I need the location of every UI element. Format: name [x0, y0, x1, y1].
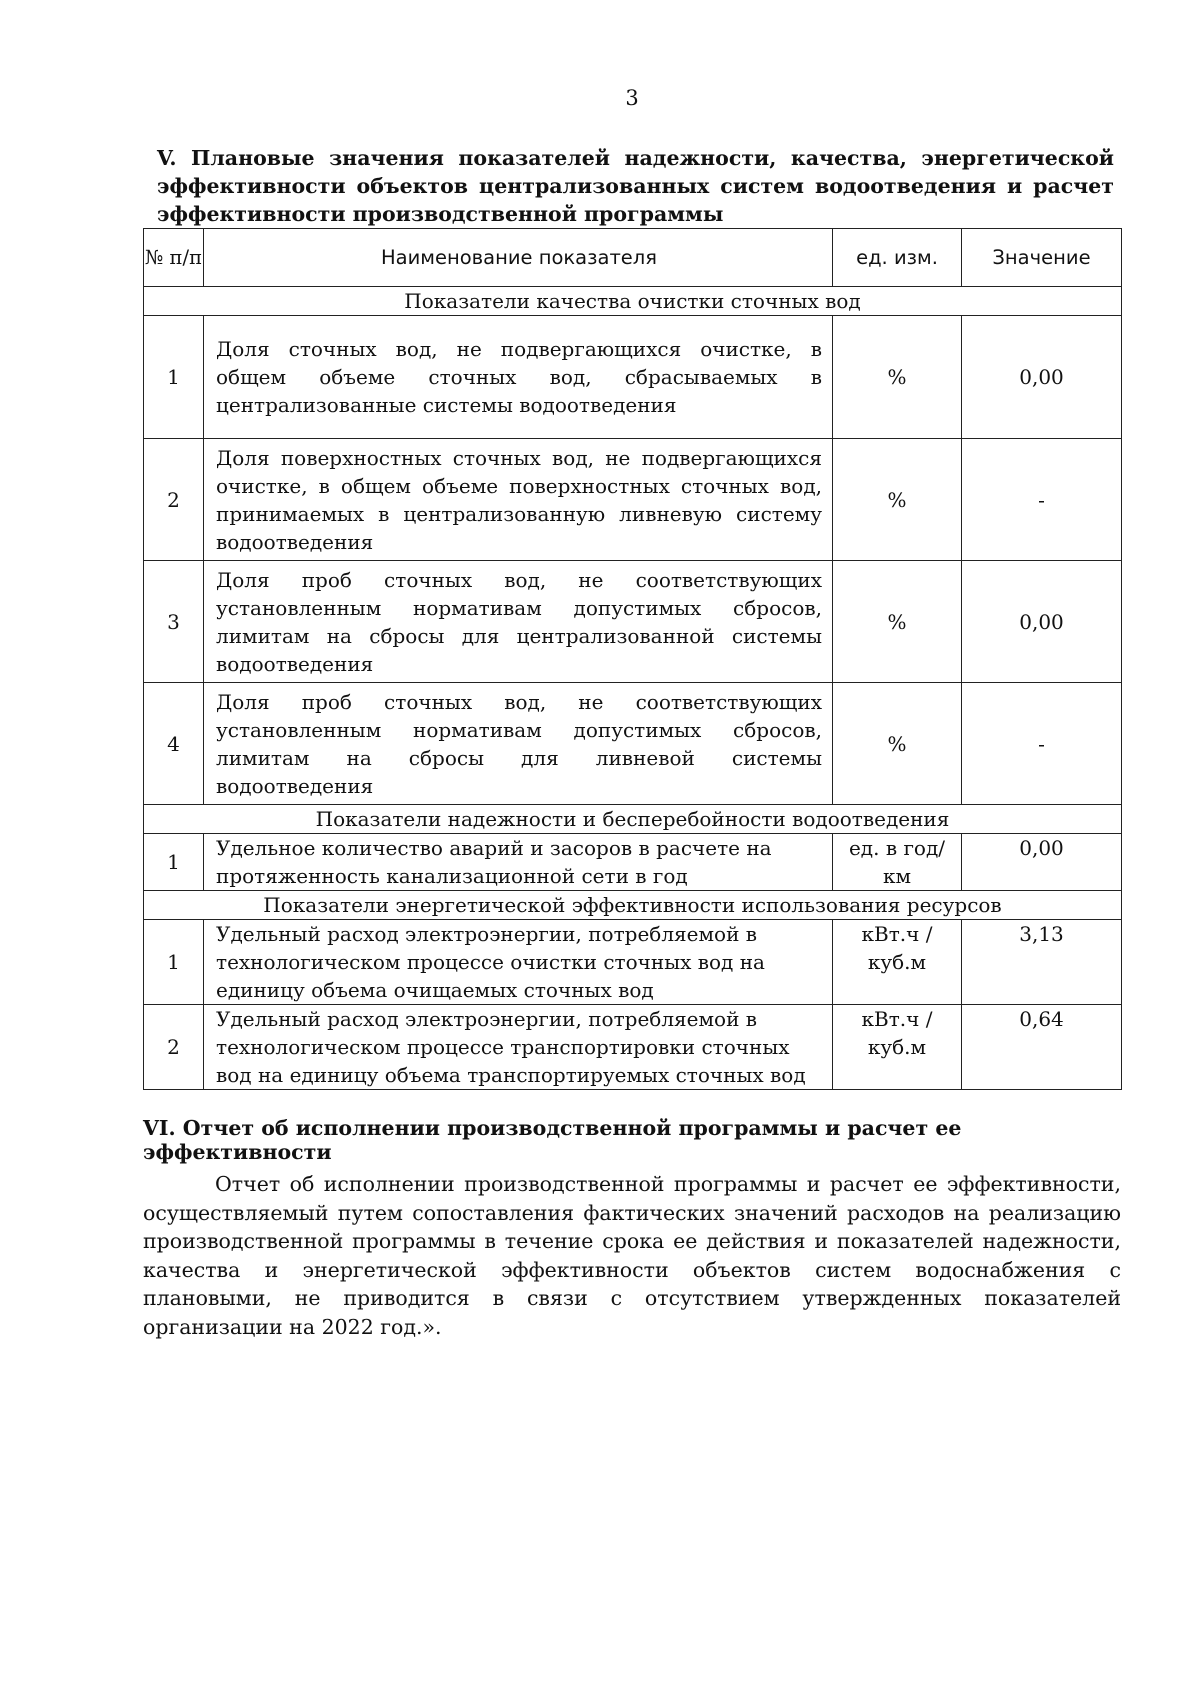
group-row [144, 805, 1122, 834]
table-row [144, 834, 1122, 891]
row-unit: ед. в год/ км [833, 834, 962, 891]
row-value: - [962, 439, 1122, 561]
row-num: 2 [144, 1005, 204, 1090]
header-name: Наименование показателя [204, 229, 833, 287]
row-unit: % [833, 683, 962, 805]
section-6-paragraph: Отчет об исполнении производственной программы и расчет ее эффективности, осуществляемый путем сопоставления фактических значений расходов на реализацию производственной программы в течение срока ее действия и показателей надежности, качества и энергетической эффективности объектов систем водоснабжения с плановыми, не приводится в связи с отсутствием утвержденных показателей организации на 2022 год.». [143, 1172, 1121, 1339]
group-title: Показатели надежности и бесперебойности водоотведения [144, 805, 1122, 834]
header-num: № п/п [144, 229, 204, 287]
table-row [144, 1005, 1122, 1090]
indicators-table [143, 228, 1122, 1090]
row-name: Доля сточных вод, не подвергающихся очистке, в общем объеме сточных вод, сбрасываемых в централизованные системы водоотведения [204, 316, 833, 439]
row-name: Удельный расход электроэнергии, потребляемой в технологическом процессе транспортировки сточных вод на единицу объема транспортируемых сточных вод [204, 1005, 833, 1090]
table-row [144, 439, 1122, 561]
group-row [144, 287, 1122, 316]
header-unit: ед. изм. [833, 229, 962, 287]
row-value: - [962, 683, 1122, 805]
row-num: 2 [144, 439, 204, 561]
row-num: 1 [144, 316, 204, 439]
row-unit: % [833, 316, 962, 439]
row-num: 1 [144, 920, 204, 1005]
table-header-row [144, 229, 1122, 287]
row-num: 3 [144, 561, 204, 683]
row-num: 1 [144, 834, 204, 891]
table-row [144, 920, 1122, 1005]
row-unit: % [833, 439, 962, 561]
table-row [144, 683, 1122, 805]
row-unit: кВт.ч / куб.м [833, 1005, 962, 1090]
row-name: Удельный расход электроэнергии, потребляемой в технологическом процессе очистки сточных вод на единицу объема очищаемых сточных вод [204, 920, 833, 1005]
section-6-title: VI. Отчет об исполнении производственной программы и расчет ее эффективности [143, 1116, 962, 1164]
page-number: 3 [625, 86, 639, 110]
row-value: 0,64 [962, 1005, 1122, 1090]
row-name: Доля поверхностных сточных вод, не подвергающихся очистке, в общем объеме поверхностных сточных вод, принимаемых в централизованную ливневую систему водоотведения [204, 439, 833, 561]
row-unit: % [833, 561, 962, 683]
group-title: Показатели качества очистки сточных вод [144, 287, 1122, 316]
row-num: 4 [144, 683, 204, 805]
row-value: 0,00 [962, 561, 1122, 683]
row-value: 0,00 [962, 834, 1122, 891]
row-name: Доля проб сточных вод, не соответствующих установленным нормативам допустимых сбросов, лимитам на сбросы для ливневой системы водоотведения [204, 683, 833, 805]
row-name: Удельное количество аварий и засоров в расчете на протяженность канализационной сети в год [204, 834, 833, 891]
table-row [144, 316, 1122, 439]
section-5-title: V. Плановые значения показателей надежности, качества, энергетической эффективности объектов централизованных систем водоотведения и расчет эффективности производственной программы [157, 146, 1114, 226]
row-name: Доля проб сточных вод, не соответствующих установленным нормативам допустимых сбросов, лимитам на сбросы для централизованной системы водоотведения [204, 561, 833, 683]
group-row [144, 891, 1122, 920]
table-row [144, 561, 1122, 683]
row-value: 0,00 [962, 316, 1122, 439]
group-title: Показатели энергетической эффективности использования ресурсов [144, 891, 1122, 920]
header-value: Значение [962, 229, 1122, 287]
row-unit: кВт.ч / куб.м [833, 920, 962, 1005]
row-value: 3,13 [962, 920, 1122, 1005]
